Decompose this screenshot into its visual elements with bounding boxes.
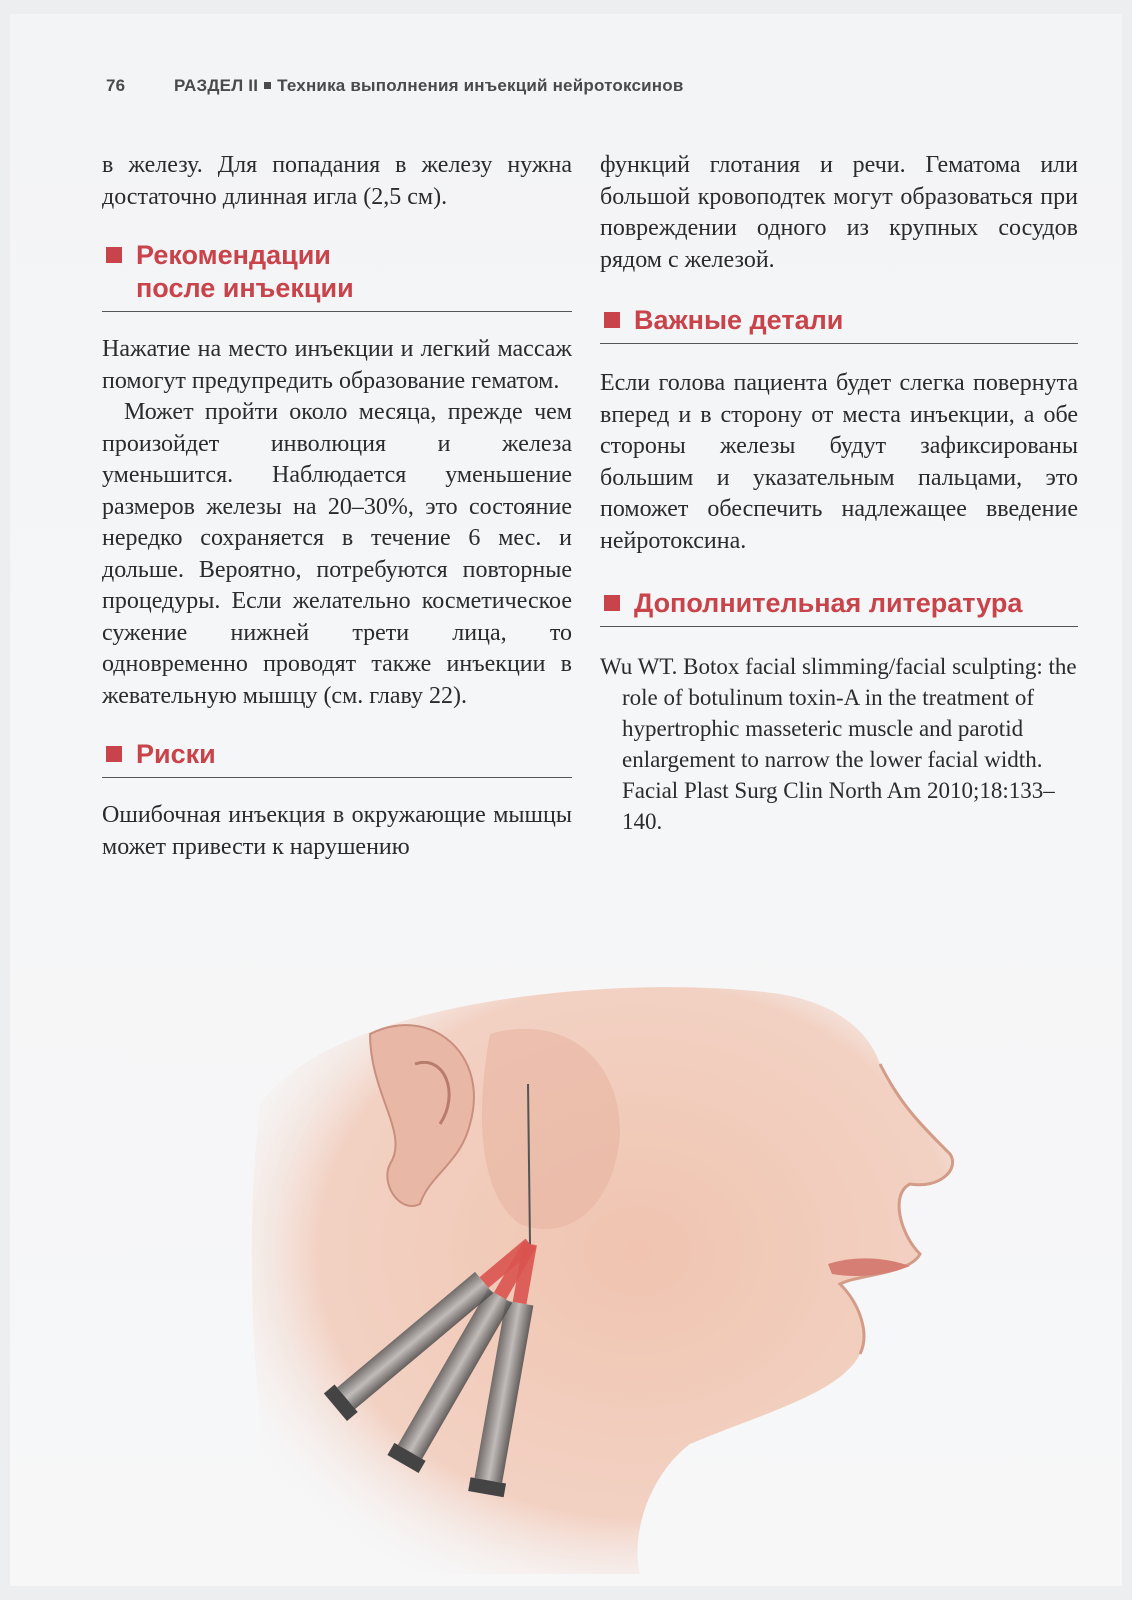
intro-paragraph: в железу. Для попадания в железу нужна достаточно длинная игла (2,5 см).	[102, 152, 572, 210]
literature-heading	[600, 587, 1078, 627]
recommendations-heading	[102, 239, 572, 312]
running-header	[106, 76, 1062, 96]
chapter-title: Техника выполнения инъекций нейротоксинов	[277, 76, 684, 95]
reference-entry: Wu WT. Botox facial slimming/facial sculpting: the role of botulinum toxin-A in the treatment of hypertrophic masseteric muscle and parotid enlargement to narrow the lower facial width. Facial Plast Surg Clin North Am 2010;18:133–140.	[600, 654, 1077, 834]
risks-paragraph: Ошибочная инъекция в окружающие мышцы может привести к нарушению	[102, 802, 572, 860]
heading-square-icon	[604, 312, 620, 328]
recommendations-paragraph-1: Нажатие на место инъекции и легкий массаж помогут предупредить образование гематом.	[102, 336, 572, 394]
literature-heading-text: Дополнительная литература	[634, 588, 1023, 618]
heading-square-icon	[604, 595, 620, 611]
recommendations-heading-line1: Рекомендации	[136, 240, 331, 270]
recommendations-paragraph-2: Может пройти около месяца, прежде чем произойдет инволюция и железа уменьшится. Наблюдается уменьшение размеров железы на 20–30%, это состояние нередко сохраняется в течение 6 мес. и дольше. Вероятно, потребуются повторные процедуры. Если желательно косметическое сужение нижней трети лица, то одновременно проводят также инъекции в жевательную мышцу (см. главу 22).	[102, 399, 572, 709]
risks-continued-paragraph: функций глотания и речи. Гематома или большой кровоподтек могут образоваться при повреждении одного из крупных сосудов рядом с железой.	[600, 152, 1078, 273]
separator-square-icon	[264, 82, 271, 89]
book-page	[10, 14, 1122, 1586]
heading-square-icon	[106, 746, 122, 762]
recommendations-heading-line2: после инъекции	[136, 273, 354, 303]
section-label: РАЗДЕЛ II	[174, 76, 259, 95]
right-column	[600, 150, 1078, 837]
details-heading	[600, 304, 1078, 344]
injection-illustration	[220, 974, 980, 1574]
details-heading-text: Важные детали	[634, 305, 844, 335]
face-profile-illustration	[220, 974, 980, 1574]
risks-heading-text: Риски	[136, 739, 216, 769]
page-number: 76	[106, 76, 126, 95]
details-paragraph: Если голова пациента будет слегка повернута вперед и в сторону от места инъекции, а обе стороны железы будут зафиксированы большим и указательным пальцами, это поможет обеспечить надлежащее введение нейротоксина.	[600, 370, 1078, 554]
risks-heading	[102, 738, 572, 778]
heading-square-icon	[106, 247, 122, 263]
left-column	[102, 150, 572, 863]
